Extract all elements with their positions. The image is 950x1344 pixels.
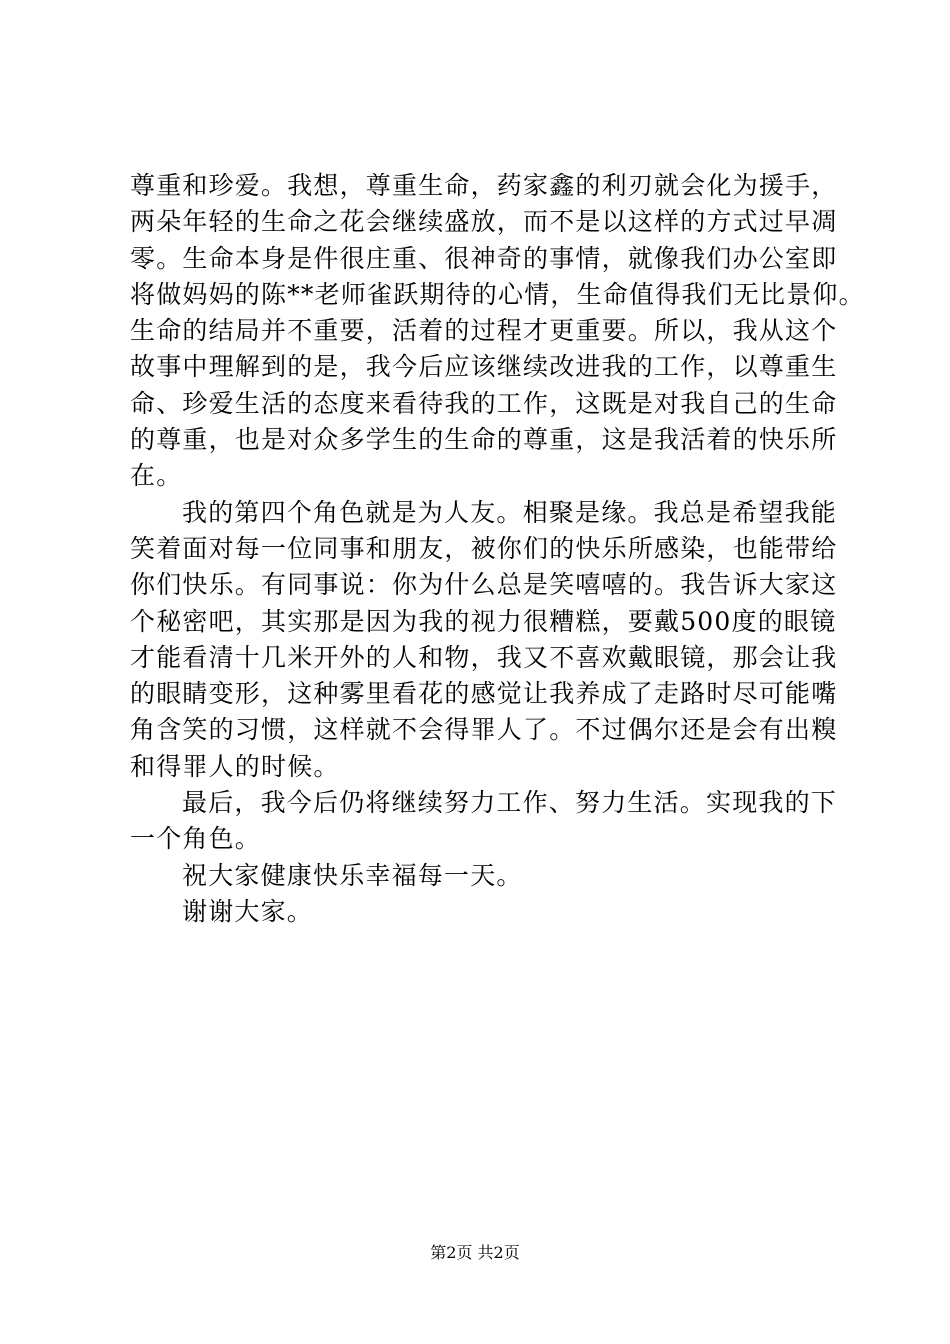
text-line: 尊重和珍爱。我想，尊重生命，药家鑫的利刃就会化为援手， [130, 171, 838, 200]
text-line: 和得罪人的时候。 [130, 751, 340, 781]
text-line: 才能看清十几米开外的人和物，我又不喜欢戴眼镜，那会让我 [130, 642, 838, 672]
text-line: 一个角色。 [130, 824, 262, 854]
page-footer: 第2页 共2页 [430, 1243, 520, 1262]
text-line: 两朵年轻的生命之花会继续盛放，而不是以这样的方式过早凋 [130, 207, 838, 237]
text-line: 在。 [130, 461, 183, 491]
text-line: 你们快乐。有同事说：你为什么总是笑嘻嘻的。我告诉大家这 [130, 570, 838, 600]
closing-thanks-line: 谢谢大家。 [182, 896, 314, 926]
text-line: 将做妈妈的陈**老师雀跃期待的心情，生命值得我们无比景仰。 [130, 279, 865, 309]
document-body [130, 168, 865, 930]
text-line: 命、珍爱生活的态度来看待我的工作，这既是对我自己的生命 [130, 388, 838, 418]
paragraph-start-line: 最后，我今后仍将继续努力工作、努力生活。实现我的下 [182, 788, 838, 818]
text-line: 零。生命本身是件很庄重、很神奇的事情，就像我们办公室即 [130, 243, 838, 273]
text-line: 笑着面对每一位同事和朋友，被你们的快乐所感染，也能带给 [130, 533, 838, 563]
text-line: 故事中理解到的是，我今后应该继续改进我的工作，以尊重生 [130, 352, 838, 382]
closing-wish-line: 祝大家健康快乐幸福每一天。 [182, 860, 523, 890]
paragraph-start-line: 我的第四个角色就是为人友。相聚是缘。我总是希望我能 [182, 497, 838, 527]
text-line: 的眼睛变形，这种雾里看花的感觉让我养成了走路时尽可能嘴 [130, 679, 838, 709]
text-line: 角含笑的习惯，这样就不会得罪人了。不过偶尔还是会有出糗 [130, 715, 838, 745]
text-line: 的尊重，也是对众多学生的生命的尊重，这是我活着的快乐所 [130, 425, 838, 455]
text-line: 生命的结局并不重要，活着的过程才更重要。所以，我从这个 [130, 316, 838, 346]
text-line: 个秘密吧，其实那是因为我的视力很糟糕，要戴500度的眼镜 [130, 606, 837, 636]
